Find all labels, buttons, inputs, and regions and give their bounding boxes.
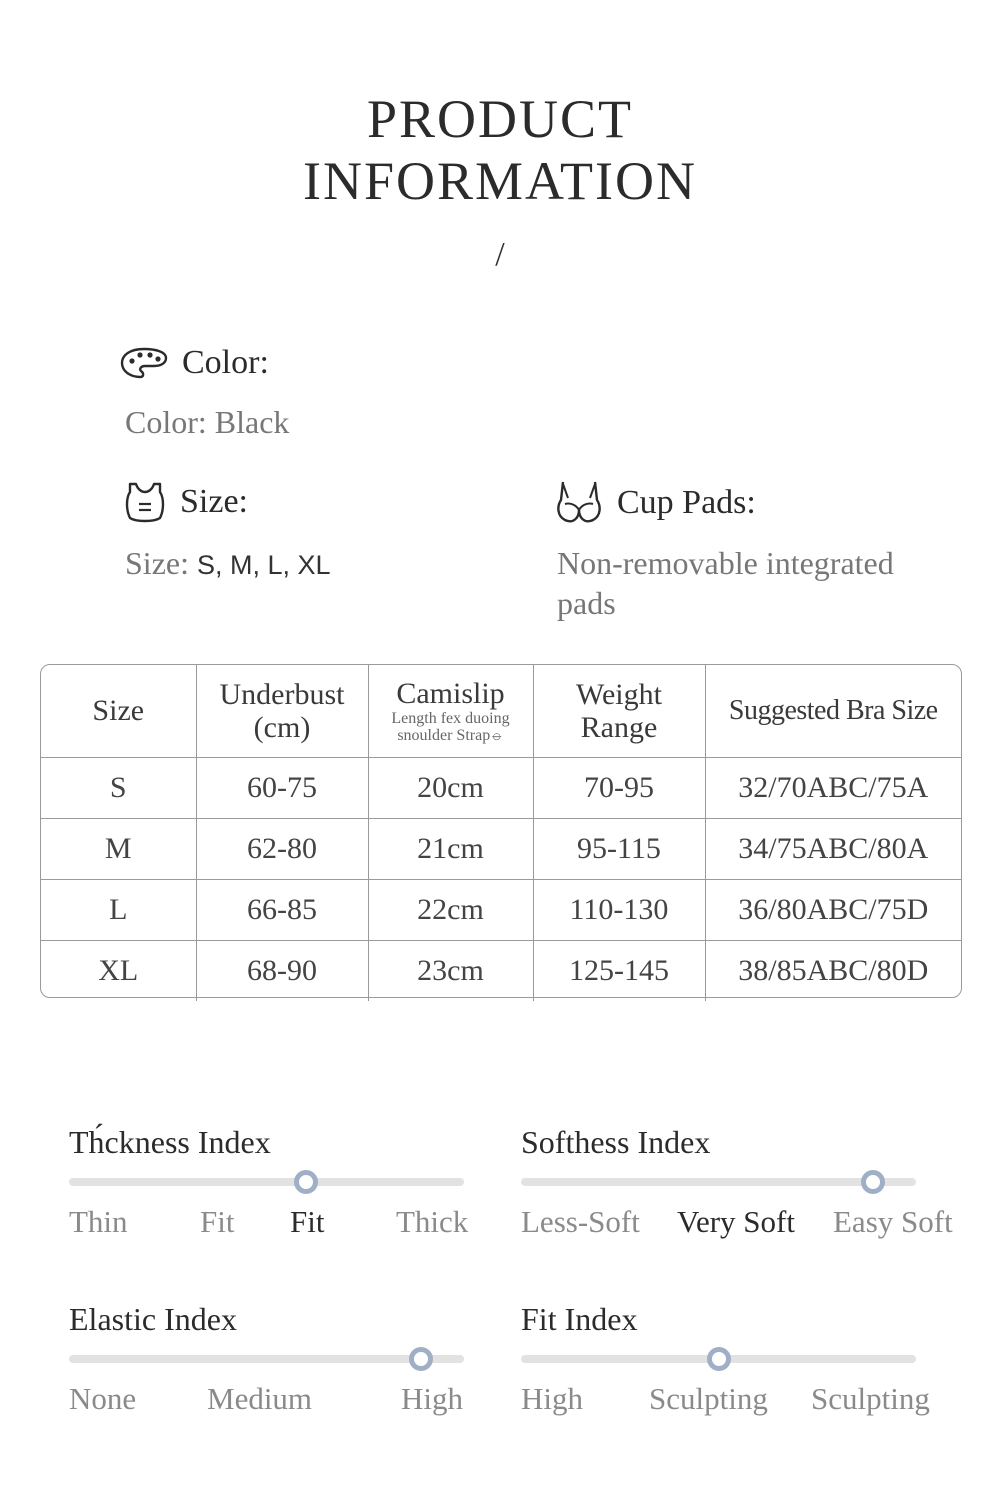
cell-bra-size: 38/85ABC/80D: [738, 953, 929, 987]
page-title-line-1: PRODUCT: [366, 89, 634, 149]
header-size: Size: [41, 665, 196, 757]
cell-weight: 110-130: [533, 879, 705, 940]
softness-track: [521, 1178, 916, 1186]
thickness-label-fit-1: Fit: [200, 1204, 235, 1239]
elastic-index-title: Elastic Index: [69, 1301, 237, 1337]
cell-underbust: 62-80: [196, 818, 368, 879]
softness-slider-knob[interactable]: [861, 1170, 885, 1194]
palette-icon: [120, 346, 168, 380]
thickness-slider-knob[interactable]: [294, 1170, 318, 1194]
cell-underbust: 66-85: [196, 879, 368, 940]
header-camislip: [368, 665, 533, 757]
softness-label-very-soft: Very Soft: [677, 1204, 795, 1239]
thickness-index-title: Th́ckness Index: [69, 1124, 271, 1160]
header-underbust-line-1: Underbust: [219, 677, 345, 711]
fit-index: [521, 1301, 941, 1431]
size-value: [125, 543, 331, 585]
color-value: [125, 402, 289, 442]
header-camislip-note-1: Length fex duoing: [391, 710, 510, 728]
softness-label-easy-soft: Easy Soft: [833, 1204, 953, 1239]
header-underbust: [196, 665, 368, 757]
thickness-track: [69, 1178, 464, 1186]
color-value-label: Color:: [125, 404, 207, 440]
elastic-label-high: High: [401, 1381, 463, 1416]
table-header-row: [41, 665, 961, 757]
thickness-index: [69, 1124, 469, 1254]
cell-camislip: 22cm: [368, 879, 533, 940]
thickness-label-thick: Thick: [396, 1204, 469, 1239]
header-underbust-line-2: (cm): [253, 710, 311, 744]
size-value-text: S, M, L, XL: [196, 550, 331, 580]
cell-size: M: [41, 818, 196, 879]
table-row: [41, 818, 961, 879]
fit-label-sculpting-2: Sculpting: [811, 1381, 930, 1416]
cell-size: L: [41, 879, 196, 940]
cell-size: S: [41, 757, 196, 818]
cup-pads-value-line-1: Non-removable integrated: [557, 545, 894, 581]
size-heading: [124, 480, 248, 524]
color-value-text: Black: [214, 404, 290, 440]
elastic-track: [69, 1355, 464, 1363]
page-title-line-2: INFORMATION: [302, 151, 697, 211]
garment-icon: [124, 480, 166, 524]
bra-icon: [555, 480, 603, 526]
header-bra-size: Suggested Bra Size: [705, 665, 961, 757]
softness-label-less-soft: Less-Soft: [521, 1204, 640, 1239]
softness-index-title: Softhess Index: [521, 1124, 711, 1160]
table-row: [41, 757, 961, 818]
cell-weight: 95-115: [533, 818, 705, 879]
cell-camislip: 20cm: [368, 757, 533, 818]
softness-index: [521, 1124, 953, 1254]
elastic-slider-knob[interactable]: [409, 1347, 433, 1371]
fit-label-high: High: [521, 1381, 583, 1416]
elastic-index: [69, 1301, 469, 1431]
cup-pads-heading-label: Cup Pads:: [617, 484, 756, 521]
header-weight-line-1: Weight: [576, 677, 662, 711]
size-value-label: Size:: [125, 545, 189, 581]
color-heading-label: Color:: [182, 344, 269, 381]
cell-size: XL: [41, 940, 196, 1001]
fit-label-sculpting-1: Sculpting: [649, 1381, 768, 1416]
header-camislip-title: Camislip: [396, 677, 505, 711]
size-heading-label: Size:: [180, 483, 248, 520]
fit-slider-knob[interactable]: [707, 1347, 731, 1371]
header-camislip-note-2: snoulder Strap⦵: [397, 727, 504, 745]
cell-underbust: 68-90: [196, 940, 368, 1001]
thickness-label-fit-2: Fit: [290, 1204, 325, 1239]
cell-camislip: 21cm: [368, 818, 533, 879]
cell-bra-size: 34/75ABC/80A: [705, 818, 961, 879]
cell-bra-size: 32/70ABC/75A: [705, 757, 961, 818]
cell-camislip: 23cm: [368, 940, 533, 1001]
cell-underbust: 60-75: [196, 757, 368, 818]
elastic-label-none: None: [69, 1381, 137, 1416]
cell-bra-size: 36/80ABC/75D: [705, 879, 961, 940]
cell-weight: 70-95: [533, 757, 705, 818]
table-row: [41, 940, 961, 1001]
header-weight: [533, 665, 705, 757]
cell-weight: 125-145: [533, 940, 705, 1001]
cup-pads-value: [557, 543, 894, 623]
color-heading: [120, 344, 269, 382]
cup-pads-value-line-2: pads: [557, 585, 616, 621]
fit-index-title: Fit Index: [521, 1301, 638, 1337]
title-divider: /: [495, 236, 505, 273]
size-chart-table: [40, 664, 962, 998]
thickness-label-thin: Thin: [69, 1204, 128, 1239]
elastic-label-medium: Medium: [207, 1381, 313, 1416]
cup-pads-heading: [555, 480, 756, 526]
header-weight-line-2: Range: [580, 710, 658, 744]
table-row: [41, 879, 961, 940]
